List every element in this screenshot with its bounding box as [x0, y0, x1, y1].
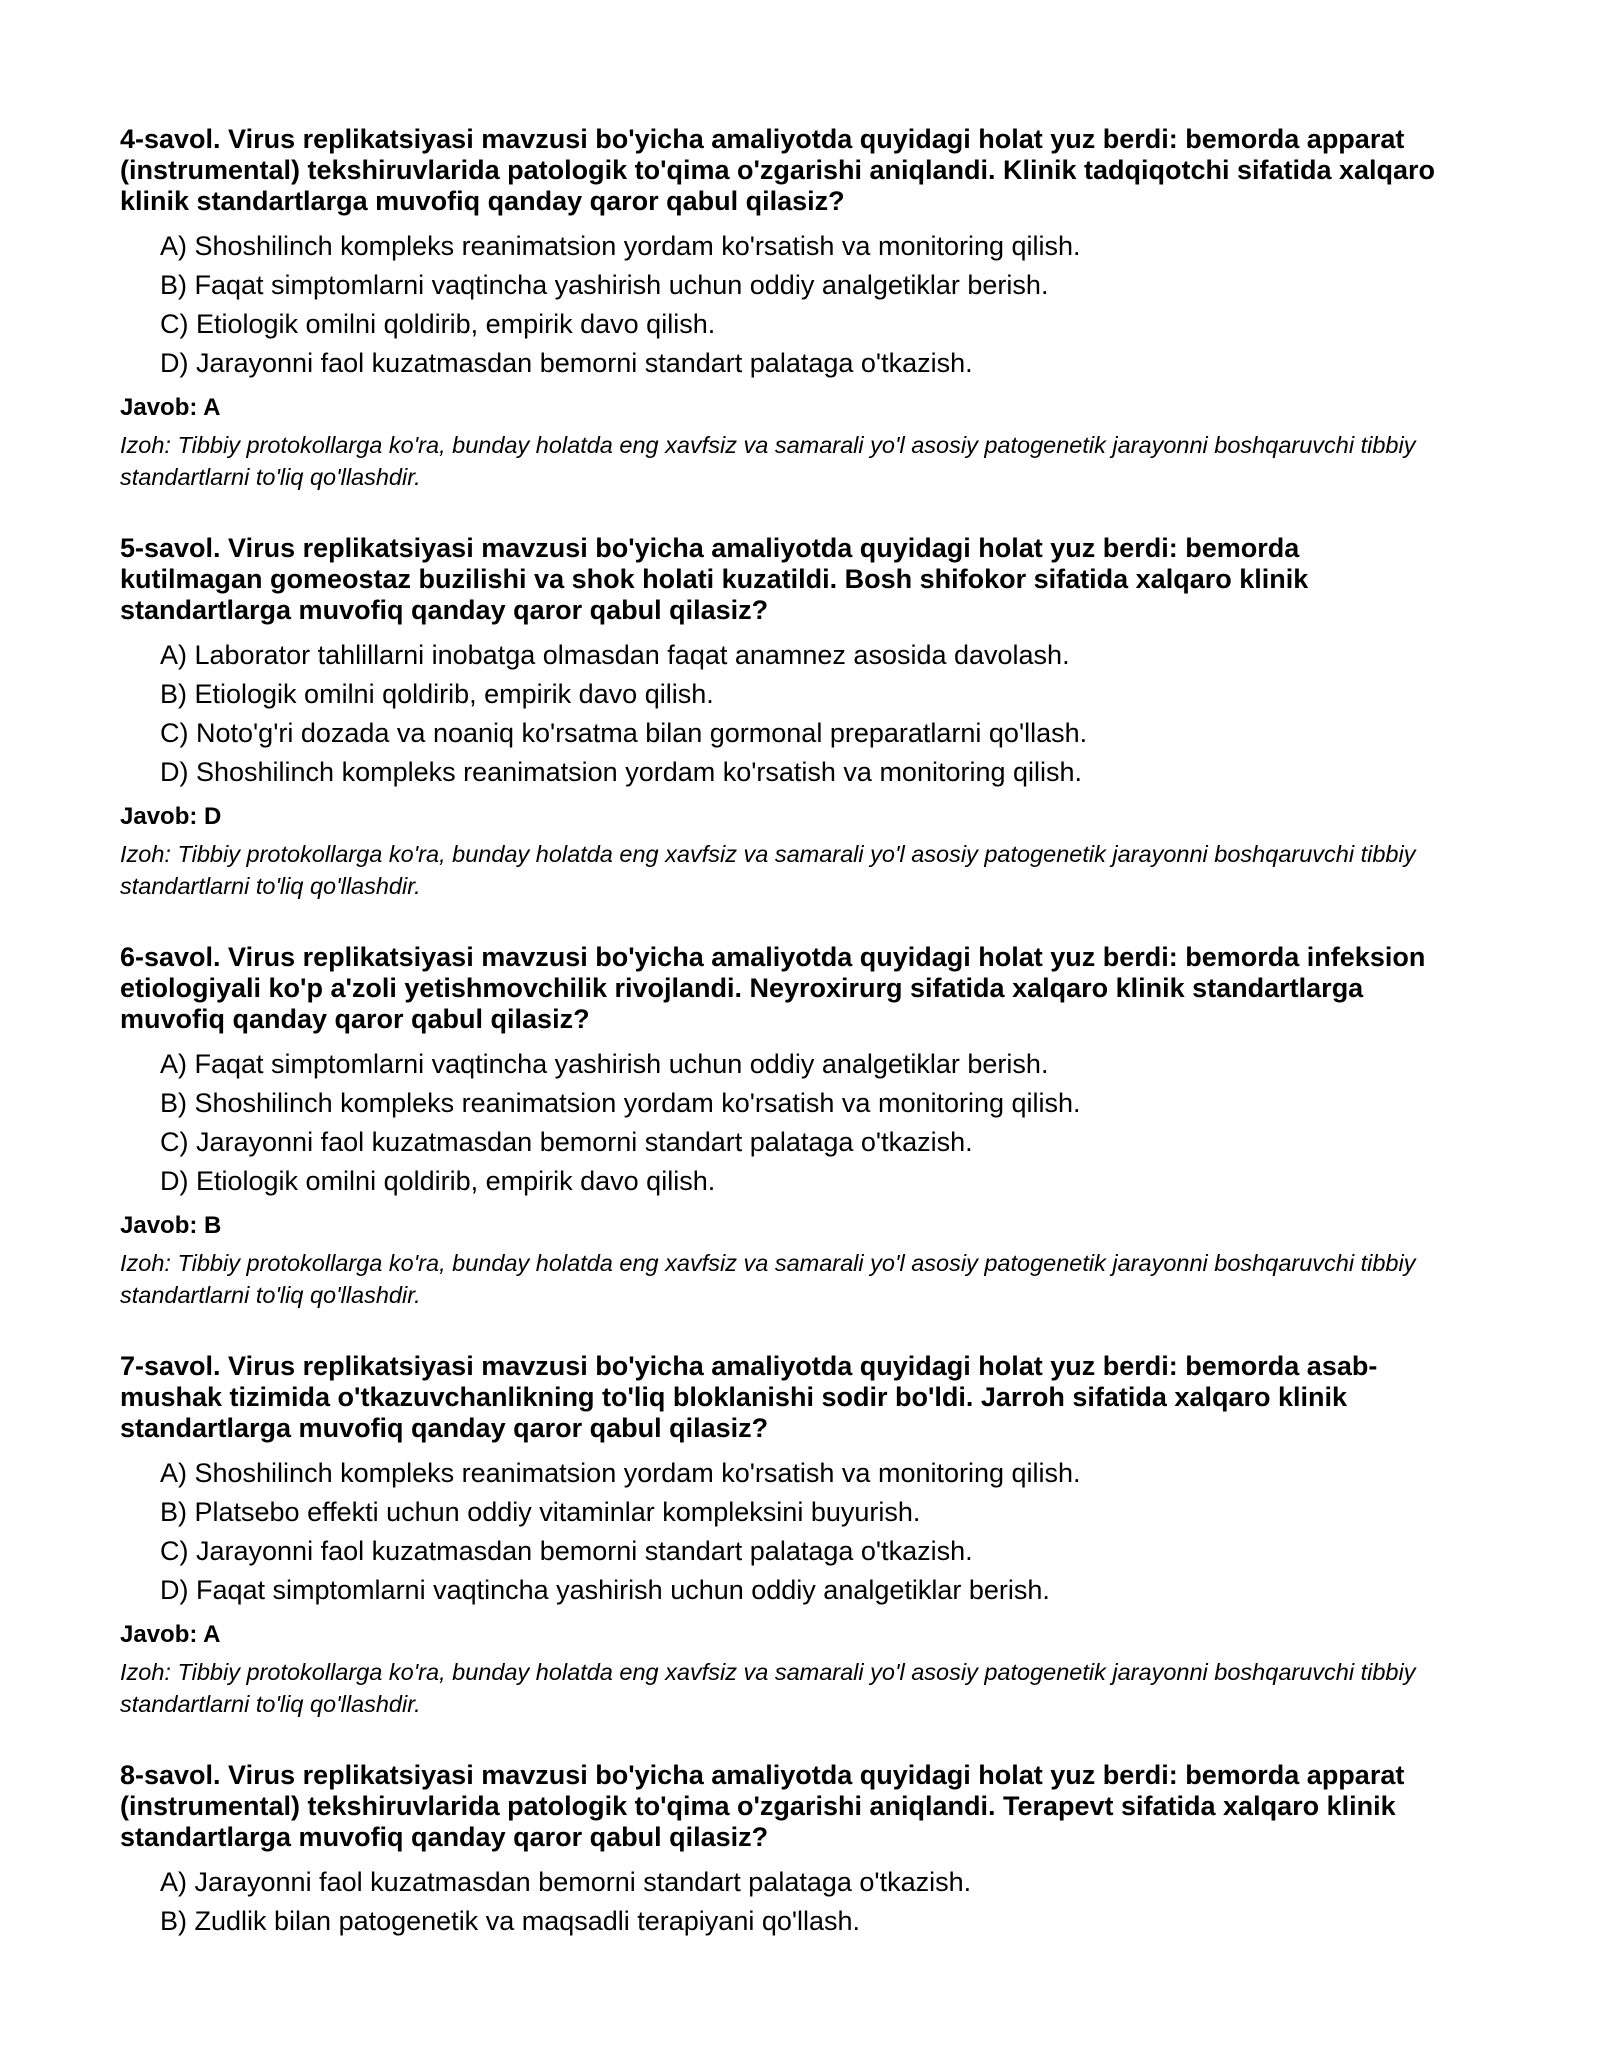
option-a: A) Faqat simptomlarni vaqtincha yashirish uchun oddiy analgetiklar berish.	[160, 1049, 1049, 1079]
explanation-text: Izoh: Tibbiy protokollarga ko'ra, bunday holatda eng xavfsiz va samarali yo'l asosiy patogenetik jarayonni boshqaruvchi tibbiy standartlarni to'liq qo'llashdir.	[120, 1659, 1416, 1717]
option-c: C) Etiologik omilni qoldirib, empirik davo qilish.	[160, 309, 716, 339]
options-list	[160, 1454, 1440, 1610]
option-c: C) Jarayonni faol kuzatmasdan bemorni standart palataga o'tkazish.	[160, 1127, 973, 1157]
option-b: B) Shoshilinch kompleks reanimatsion yordam ko'rsatish va monitoring qilish.	[160, 1088, 1081, 1118]
document-page	[120, 124, 1440, 1981]
question-text: 8-savol. Virus replikatsiyasi mavzusi bo'yicha amaliyotda quyidagi holat yuz berdi: bemorda apparat (instrumental) tekshiruvlarida patologik to'qima o'zgarishi aniqlandi. Terapevt sifatida xalqaro klinik standartlarga muvofiq qanday qaror qabul qilasiz?	[120, 1760, 1405, 1852]
option-b: B) Faqat simptomlarni vaqtincha yashirish uchun oddiy analgetiklar berish.	[160, 270, 1049, 300]
options-list	[160, 1863, 1440, 1941]
option-b: B) Etiologik omilni qoldirib, empirik davo qilish.	[160, 679, 714, 709]
answer-label: Javob: B	[120, 1212, 222, 1239]
explanation-text: Izoh: Tibbiy protokollarga ko'ra, bunday holatda eng xavfsiz va samarali yo'l asosiy patogenetik jarayonni boshqaruvchi tibbiy standartlarni to'liq qo'llashdir.	[120, 841, 1416, 899]
option-c: C) Jarayonni faol kuzatmasdan bemorni standart palataga o'tkazish.	[160, 1536, 973, 1566]
option-a: A) Jarayonni faol kuzatmasdan bemorni standart palataga o'tkazish.	[160, 1867, 972, 1897]
option-b: B) Zudlik bilan patogenetik va maqsadli terapiyani qo'llash.	[160, 1906, 861, 1936]
answer-label: Javob: A	[120, 394, 221, 421]
option-a: A) Laborator tahlillarni inobatga olmasdan faqat anamnez asosida davolash.	[160, 640, 1070, 670]
option-d: D) Shoshilinch kompleks reanimatsion yordam ko'rsatish va monitoring qilish.	[160, 757, 1083, 787]
option-b: B) Platsebo effekti uchun oddiy vitaminlar kompleksini buyurish.	[160, 1497, 921, 1527]
question-text: 7-savol. Virus replikatsiyasi mavzusi bo'yicha amaliyotda quyidagi holat yuz berdi: bemorda asab-mushak tizimida o'tkazuvchanlikning to'liq bloklanishi sodir bo'ldi. Jarroh sifatida xalqaro klinik standartlarga muvofiq qanday qaror qabul qilasiz?	[120, 1351, 1378, 1443]
explanation-text: Izoh: Tibbiy protokollarga ko'ra, bunday holatda eng xavfsiz va samarali yo'l asosiy patogenetik jarayonni boshqaruvchi tibbiy standartlarni to'liq qo'llashdir.	[120, 432, 1416, 490]
question-block-4	[120, 124, 1440, 493]
option-d: D) Jarayonni faol kuzatmasdan bemorni standart palataga o'tkazish.	[160, 348, 973, 378]
question-block-8	[120, 1760, 1440, 1941]
option-d: D) Faqat simptomlarni vaqtincha yashirish uchun oddiy analgetiklar berish.	[160, 1575, 1050, 1605]
options-list	[160, 1045, 1440, 1201]
option-c: C) Noto'g'ri dozada va noaniq ko'rsatma bilan gormonal preparatlarni qo'llash.	[160, 718, 1088, 748]
explanation-text: Izoh: Tibbiy protokollarga ko'ra, bunday holatda eng xavfsiz va samarali yo'l asosiy patogenetik jarayonni boshqaruvchi tibbiy standartlarni to'liq qo'llashdir.	[120, 1250, 1416, 1308]
option-a: A) Shoshilinch kompleks reanimatsion yordam ko'rsatish va monitoring qilish.	[160, 231, 1081, 261]
question-text: 5-savol. Virus replikatsiyasi mavzusi bo'yicha amaliyotda quyidagi holat yuz berdi: bemorda kutilmagan gomeostaz buzilishi va shok holati kuzatildi. Bosh shifokor sifatida xalqaro klinik standartlarga muvofiq qanday qaror qabul qilasiz?	[120, 533, 1309, 625]
question-text: 6-savol. Virus replikatsiyasi mavzusi bo'yicha amaliyotda quyidagi holat yuz berdi: bemorda infeksion etiologiyali ko'p a'zoli yetishmovchilik rivojlandi. Neyroxirurg sifatida xalqaro klinik standartlarga muvofiq qanday qaror qabul qilasiz?	[120, 942, 1426, 1034]
options-list	[160, 636, 1440, 792]
question-block-6	[120, 942, 1440, 1311]
question-block-7	[120, 1351, 1440, 1720]
answer-label: Javob: A	[120, 1621, 221, 1648]
question-text: 4-savol. Virus replikatsiyasi mavzusi bo'yicha amaliyotda quyidagi holat yuz berdi: bemorda apparat (instrumental) tekshiruvlarida patologik to'qima o'zgarishi aniqlandi. Klinik tadqiqotchi sifatida xalqaro klinik standartlarga muvofiq qanday qaror qabul qilasiz?	[120, 124, 1436, 216]
question-block-5	[120, 533, 1440, 902]
options-list	[160, 227, 1440, 383]
option-d: D) Etiologik omilni qoldirib, empirik davo qilish.	[160, 1166, 716, 1196]
answer-label: Javob: D	[120, 803, 222, 830]
option-a: A) Shoshilinch kompleks reanimatsion yordam ko'rsatish va monitoring qilish.	[160, 1458, 1081, 1488]
